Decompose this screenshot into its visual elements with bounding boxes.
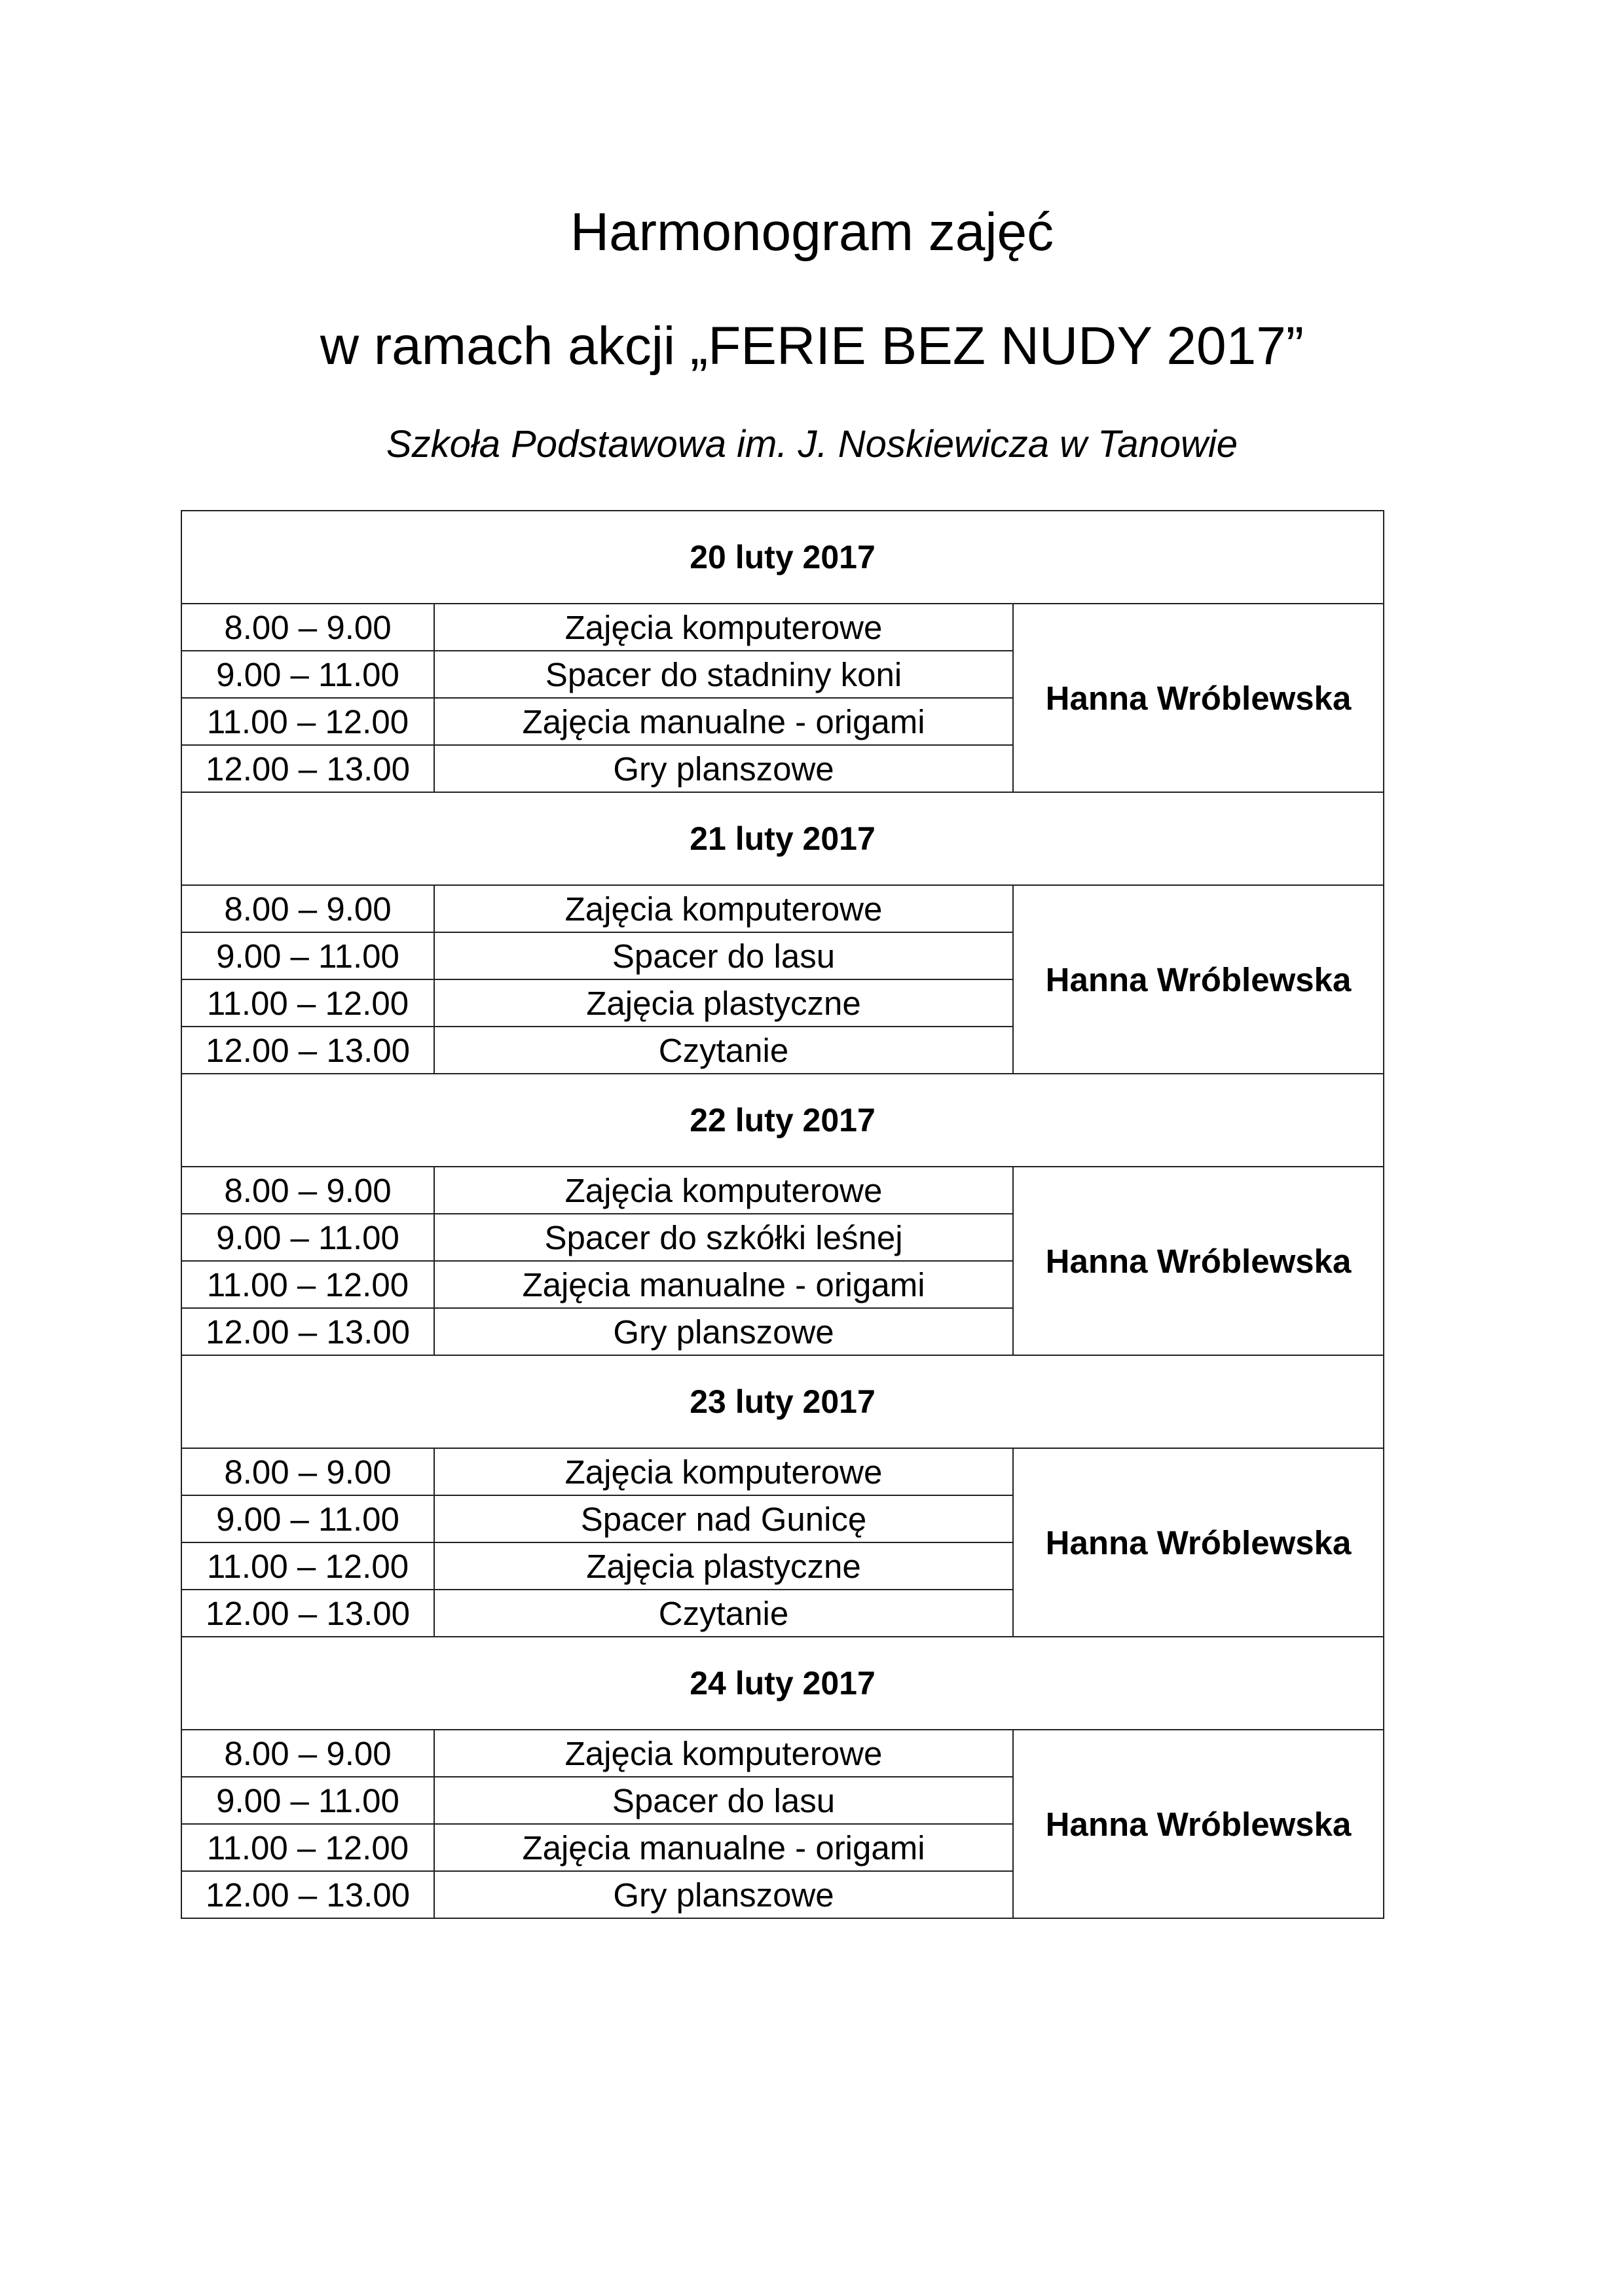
day-header-row (181, 1074, 1384, 1167)
slot-activity: Zajęcia komputerowe (434, 1167, 1013, 1214)
slot-time: 12.00 – 13.00 (181, 1871, 434, 1918)
day-header-row (181, 511, 1384, 604)
slot-time: 12.00 – 13.00 (181, 1027, 434, 1074)
slot-activity: Gry planszowe (434, 1308, 1013, 1355)
slot-activity: Zajęcia plastyczne (434, 979, 1013, 1027)
day-person: Hanna Wróblewska (1013, 1448, 1384, 1637)
slot-activity: Zajęcia manualne - origami (434, 698, 1013, 745)
day-person: Hanna Wróblewska (1013, 885, 1384, 1074)
day-header-row (181, 792, 1384, 885)
slot-activity: Zajęcia komputerowe (434, 1448, 1013, 1495)
slot-time: 12.00 – 13.00 (181, 1308, 434, 1355)
schedule-body (181, 511, 1384, 1918)
day-date: 23 luty 2017 (181, 1355, 1384, 1448)
slot-activity: Gry planszowe (434, 1871, 1013, 1918)
slot-activity: Zajęcia plastyczne (434, 1542, 1013, 1590)
schedule-table (181, 510, 1384, 1919)
day-header-row (181, 1355, 1384, 1448)
slot-time: 9.00 – 11.00 (181, 932, 434, 979)
time-slot-row (181, 604, 1384, 651)
day-header-row (181, 1637, 1384, 1730)
slot-time: 8.00 – 9.00 (181, 604, 434, 651)
slot-activity: Zajęcia komputerowe (434, 604, 1013, 651)
time-slot-row (181, 1448, 1384, 1495)
slot-activity: Zajęcia manualne - origami (434, 1824, 1013, 1871)
slot-activity: Spacer do szkółki leśnej (434, 1214, 1013, 1261)
slot-time: 9.00 – 11.00 (181, 1777, 434, 1824)
slot-time: 11.00 – 12.00 (181, 1542, 434, 1590)
school-subtitle: Szkoła Podstawowa im. J. Noskiewicza w Tanowie (386, 423, 1238, 465)
slot-activity: Spacer do lasu (434, 932, 1013, 979)
slot-time: 11.00 – 12.00 (181, 979, 434, 1027)
slot-time: 8.00 – 9.00 (181, 1167, 434, 1214)
slot-time: 9.00 – 11.00 (181, 1214, 434, 1261)
slot-time: 8.00 – 9.00 (181, 1448, 434, 1495)
slot-time: 12.00 – 13.00 (181, 745, 434, 792)
day-person: Hanna Wróblewska (1013, 1167, 1384, 1355)
slot-activity: Spacer nad Gunicę (434, 1495, 1013, 1542)
day-person: Hanna Wróblewska (1013, 604, 1384, 792)
day-date: 21 luty 2017 (181, 792, 1384, 885)
day-date: 20 luty 2017 (181, 511, 1384, 604)
slot-activity: Spacer do stadniny koni (434, 651, 1013, 698)
page-title-line-1: Harmonogram zajęć (570, 202, 1054, 262)
slot-time: 8.00 – 9.00 (181, 1730, 434, 1777)
slot-activity: Zajęcia manualne - origami (434, 1261, 1013, 1308)
slot-time: 11.00 – 12.00 (181, 1824, 434, 1871)
slot-time: 12.00 – 13.00 (181, 1590, 434, 1637)
day-date: 24 luty 2017 (181, 1637, 1384, 1730)
slot-time: 9.00 – 11.00 (181, 651, 434, 698)
slot-activity: Spacer do lasu (434, 1777, 1013, 1824)
slot-activity: Zajęcia komputerowe (434, 1730, 1013, 1777)
slot-activity: Gry planszowe (434, 745, 1013, 792)
slot-time: 11.00 – 12.00 (181, 1261, 434, 1308)
slot-time: 11.00 – 12.00 (181, 698, 434, 745)
slot-activity: Czytanie (434, 1590, 1013, 1637)
slot-activity: Zajęcia komputerowe (434, 885, 1013, 932)
time-slot-row (181, 1730, 1384, 1777)
time-slot-row (181, 885, 1384, 932)
slot-time: 8.00 – 9.00 (181, 885, 434, 932)
slot-activity: Czytanie (434, 1027, 1013, 1074)
day-person: Hanna Wróblewska (1013, 1730, 1384, 1918)
day-date: 22 luty 2017 (181, 1074, 1384, 1167)
time-slot-row (181, 1167, 1384, 1214)
slot-time: 9.00 – 11.00 (181, 1495, 434, 1542)
page-title-line-2: w ramach akcji „FERIE BEZ NUDY 2017” (320, 316, 1304, 376)
